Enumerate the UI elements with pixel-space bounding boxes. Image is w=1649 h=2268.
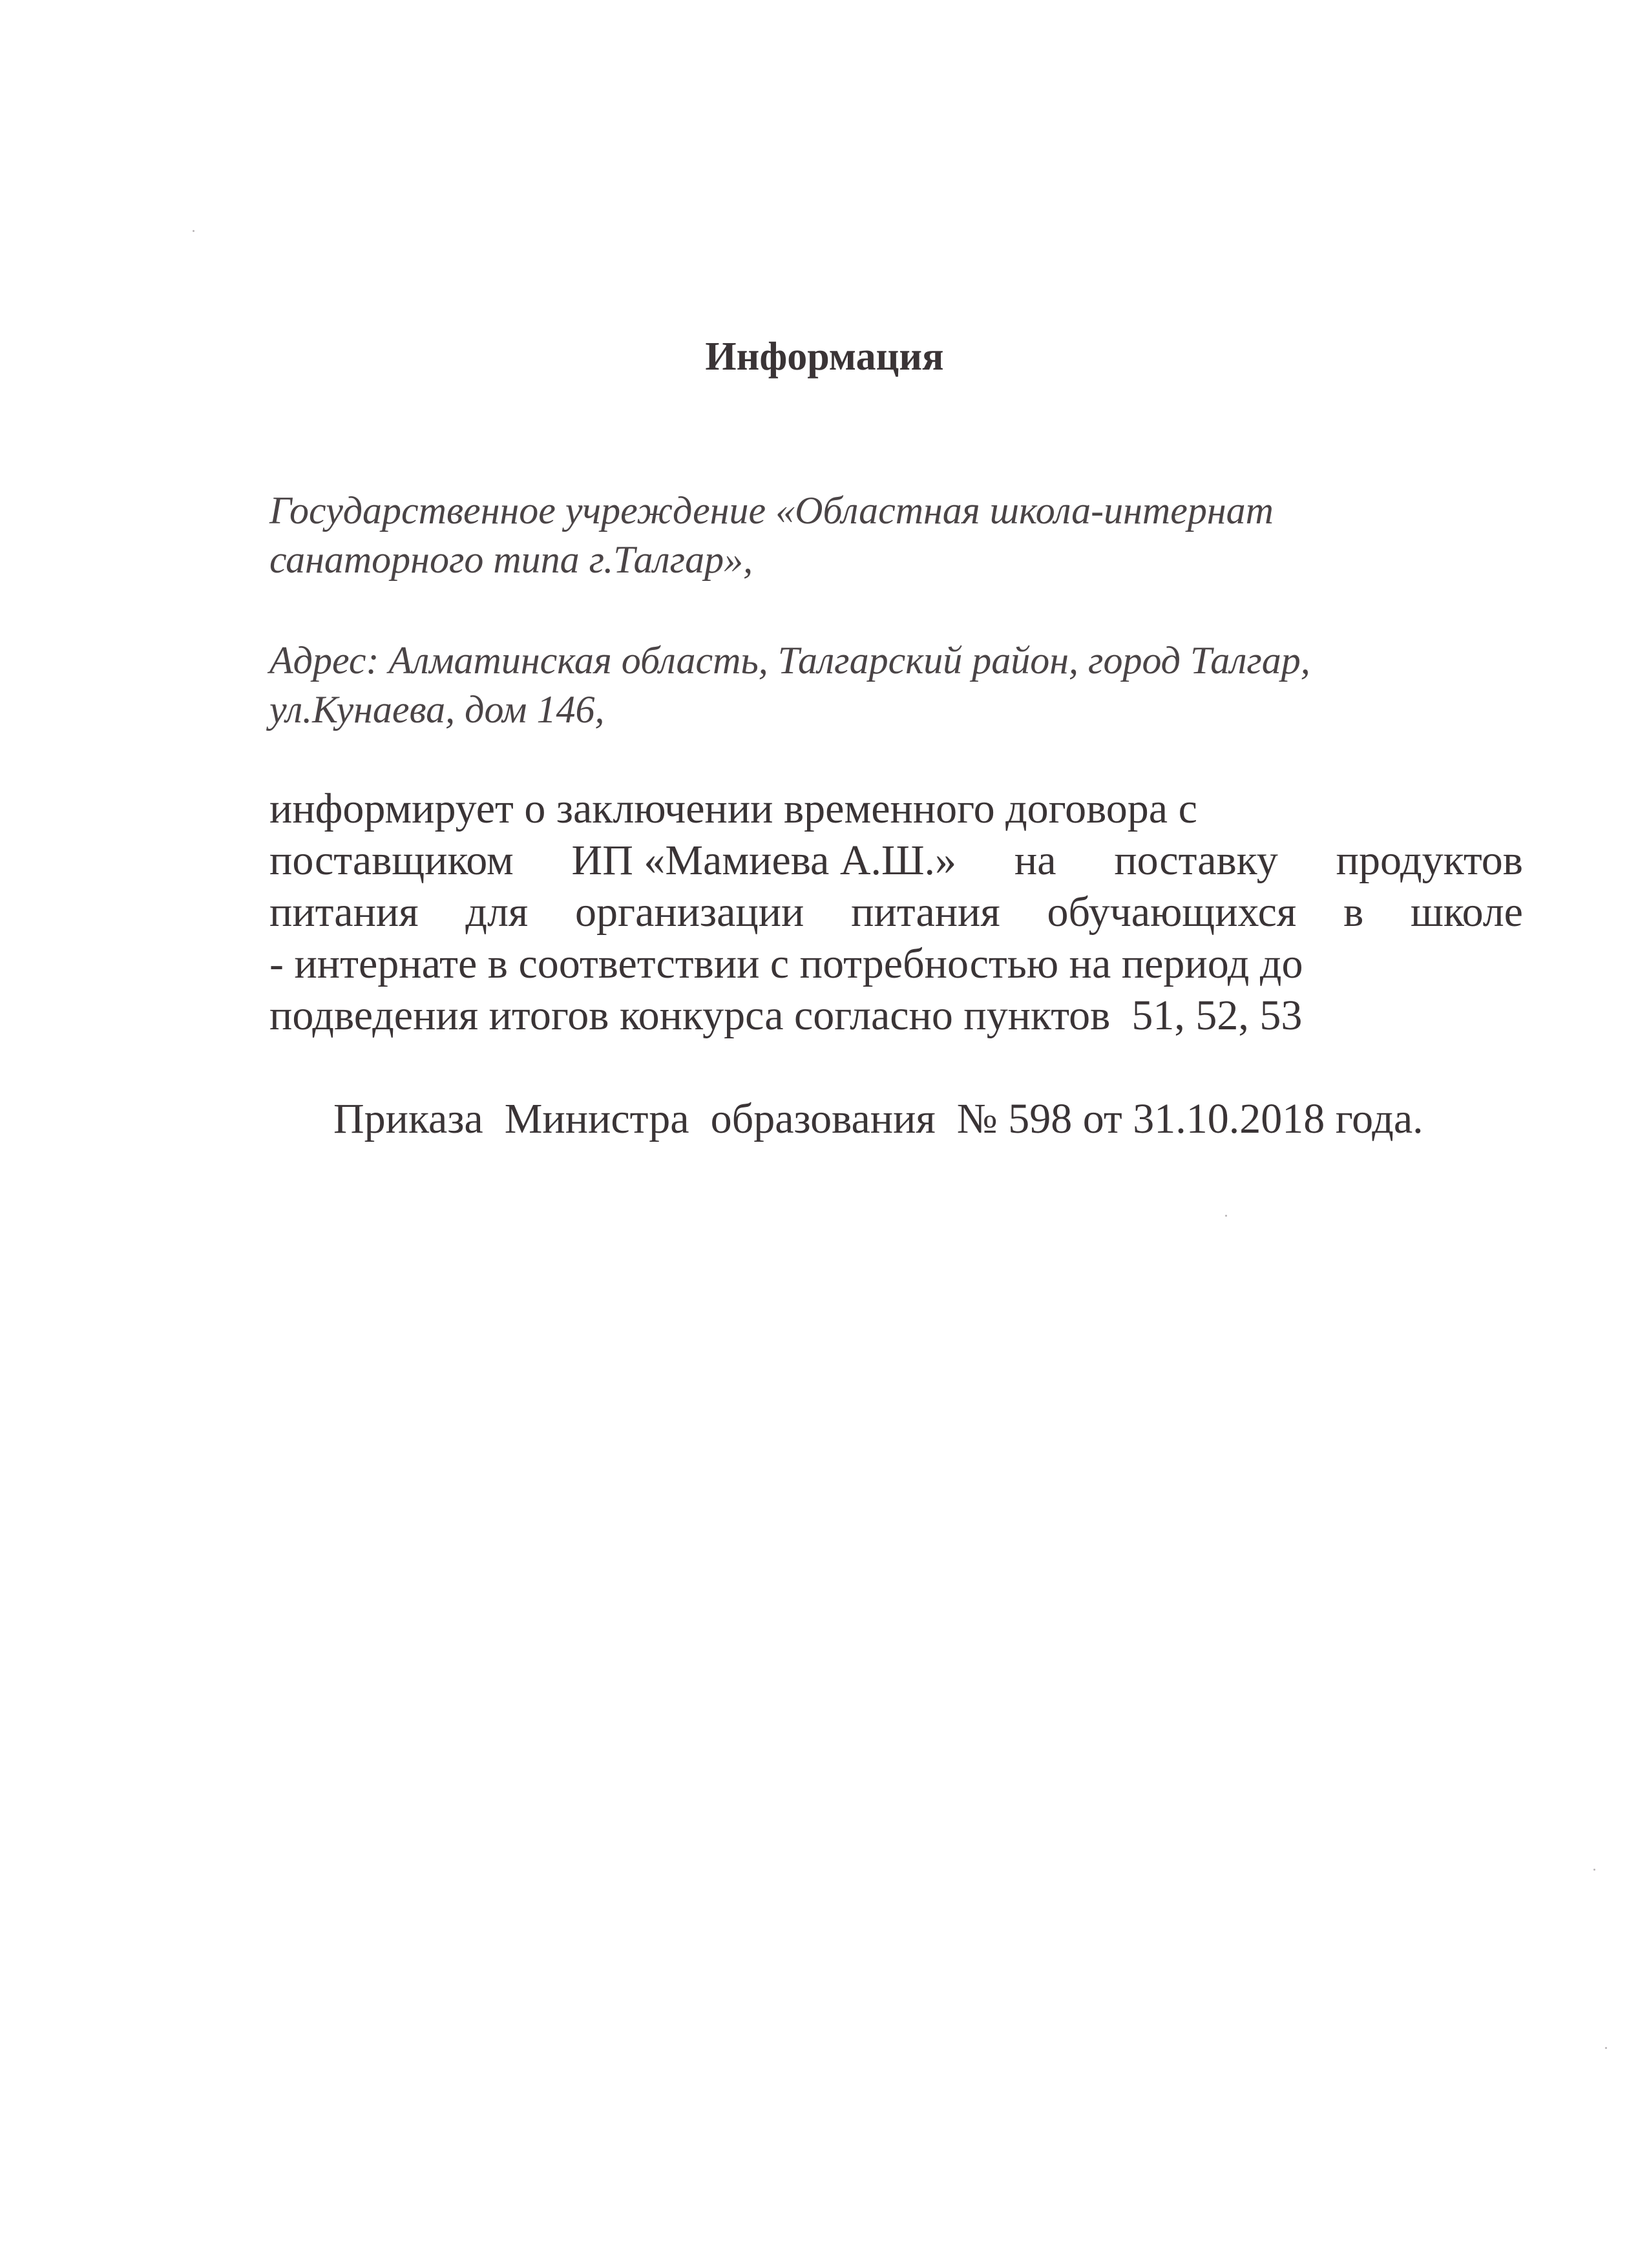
- scan-speck: [1593, 1869, 1595, 1871]
- body-line-4: - интернате в соответствии с потребностью на период до: [269, 940, 1303, 987]
- institution-name-line-2: санаторного типа г.Талгар»,: [269, 538, 753, 581]
- scan-speck: [1605, 2047, 1607, 2049]
- body-word: питания: [269, 888, 419, 936]
- body-line-1: информирует о заключении временного договора с: [269, 785, 1197, 832]
- body-word: образования: [710, 1095, 936, 1142]
- body-word: ИП «Мамиева А.Ш.»: [571, 837, 957, 884]
- body-line-5: подведения итогов конкурса согласно пунктов 51, 52, 53: [269, 992, 1303, 1039]
- body-word: школе: [1411, 888, 1523, 936]
- address-line-2: ул.Кунаева, дом 146,: [269, 688, 605, 731]
- scan-speck: [1225, 1215, 1227, 1217]
- body-word: для: [465, 888, 529, 936]
- body-line-2: [269, 835, 1523, 887]
- body-line-6: [269, 1042, 1523, 1197]
- document-title: Информация: [705, 335, 944, 379]
- body-line-3: [269, 887, 1523, 938]
- body-paragraph: [269, 783, 1523, 1197]
- body-word: организации: [575, 888, 804, 936]
- body-word: обучающихся: [1047, 888, 1297, 936]
- scan-speck: [193, 230, 194, 232]
- body-word: поставщиком: [269, 837, 514, 884]
- body-word: в: [1343, 888, 1364, 936]
- address-line-1: Адрес: Алматинская область, Талгарский район, город Талгар,: [269, 639, 1310, 682]
- body-word: поставку: [1114, 837, 1278, 884]
- body-word: Приказа: [333, 1095, 483, 1142]
- body-word: на: [1014, 837, 1056, 884]
- institution-name-line-1: Государственное учреждение «Областная школа-интернат: [269, 489, 1274, 532]
- body-word: № 598 от 31.10.2018 года.: [956, 1095, 1423, 1142]
- body-word: питания: [851, 888, 1000, 936]
- body-word: продуктов: [1336, 837, 1523, 884]
- body-word: Министра: [504, 1095, 689, 1142]
